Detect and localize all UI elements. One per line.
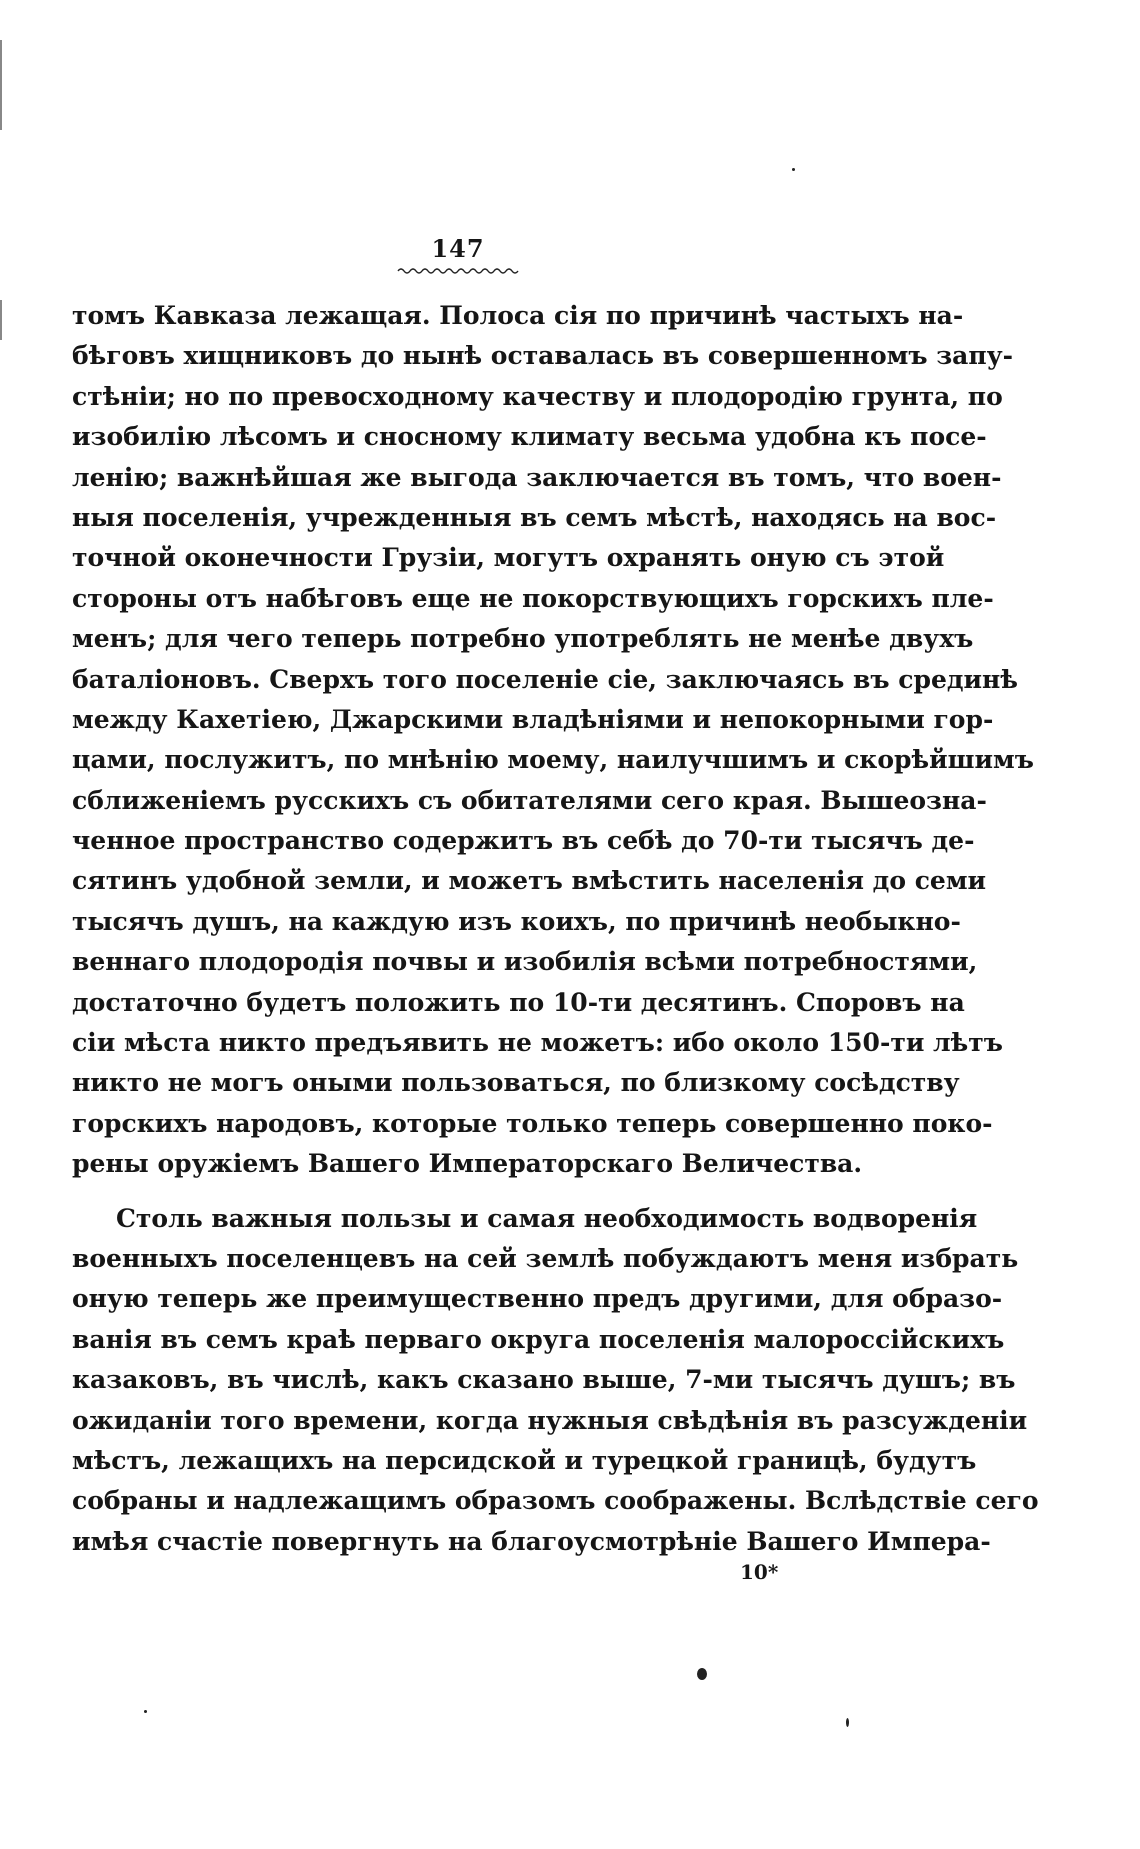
text-line: стѣніи; но по превосходному качеству и плодородію грунта, по bbox=[72, 381, 1003, 411]
text-line: мѣстъ, лежащихъ на персидской и турецкой границѣ, будутъ bbox=[72, 1445, 977, 1475]
text-line: сіи мѣста никто предъявить не можетъ: ибо около 150-ти лѣтъ bbox=[72, 1028, 1003, 1058]
text-line: ныя поселенія, учрежденныя въ семъ мѣстѣ, находясь на вос- bbox=[72, 502, 997, 532]
text-line: ченное пространство содержитъ въ себѣ до 70-ти тысячъ де- bbox=[72, 826, 975, 856]
ink-speck bbox=[144, 1710, 147, 1713]
text-line: имѣя счастіе повергнуть на благоусмотрѣніе Вашего Импера- bbox=[72, 1526, 991, 1556]
scan-edge-mark bbox=[0, 40, 2, 130]
text-line: сятинъ удобной земли, и можетъ вмѣстить населенія до семи bbox=[72, 866, 987, 896]
text-line: менъ; для чего теперь потребно употреблять не менѣе двухъ bbox=[72, 624, 974, 654]
text-line: ожиданіи того времени, когда нужныя свѣдѣнія въ разсужденіи bbox=[72, 1405, 1028, 1435]
paragraph bbox=[72, 1199, 1039, 1563]
scan-edge-mark bbox=[0, 300, 2, 340]
text-line: казаковъ, въ числѣ, какъ сказано выше, 7-ми тысячъ душъ; въ bbox=[72, 1365, 1016, 1395]
text-line: цами, послужитъ, по мнѣнію моему, наилучшимъ и скорѣйшимъ bbox=[72, 745, 1034, 775]
text-line: точной оконечности Грузіи, могутъ охранять оную съ этой bbox=[72, 543, 945, 573]
page-number-underline bbox=[398, 266, 518, 276]
text-line: военныхъ поселенцевъ на сей землѣ побуждаютъ меня избрать bbox=[72, 1243, 1019, 1273]
text-line: баталіоновъ. Сверхъ того поселеніе сіе, заключаясь въ срединѣ bbox=[72, 664, 1018, 694]
text-line: рены оружіемъ Вашего Императорскаго Величества. bbox=[72, 1149, 863, 1179]
text-line: собраны и надлежащимъ образомъ соображены. Вслѣдствіе сего bbox=[72, 1486, 1039, 1516]
text-line: веннаго плодородія почвы и изобилія всѣми потребностями, bbox=[72, 947, 978, 977]
text-line: бѣговъ хищниковъ до нынѣ оставалась въ совершенномъ запу- bbox=[72, 341, 1014, 371]
text-line: стороны отъ набѣговъ еще не покорствующихъ горскихъ пле- bbox=[72, 583, 994, 613]
text-line: тысячъ душъ, на каждую изъ коихъ, по причинѣ необыкно- bbox=[72, 906, 961, 936]
text-line: горскихъ народовъ, которые только теперь совершенно поко- bbox=[72, 1108, 993, 1138]
text-line: оную теперь же преимущественно предъ другими, для образо- bbox=[72, 1284, 1003, 1314]
text-line: Столь важныя пользы и самая необходимость водворенія bbox=[116, 1203, 978, 1233]
ink-speck bbox=[697, 1668, 707, 1680]
text-line: томъ Кавказа лежащая. Полоса сія по причинѣ частыхъ на- bbox=[72, 301, 964, 330]
text-line: сближеніемъ русскихъ съ обитателями сего края. Вышеозна- bbox=[72, 785, 987, 815]
ink-speck bbox=[792, 168, 795, 171]
paragraph bbox=[72, 296, 1034, 1185]
text-line: никто не могъ оными пользоваться, по близкому сосѣдству bbox=[72, 1068, 960, 1098]
text-line: между Кахетіею, Джарскими владѣніями и непокорными гор- bbox=[72, 704, 994, 734]
page-number: 147 bbox=[431, 234, 485, 263]
text-line: достаточно будетъ положить по 10-ти десятинъ. Споровъ на bbox=[72, 987, 965, 1017]
signature-mark: 10* bbox=[740, 1560, 779, 1584]
body-text bbox=[72, 296, 1039, 1562]
ink-speck bbox=[846, 1718, 849, 1727]
text-line: ванія въ семъ краѣ перваго округа поселенія малороссійскихъ bbox=[72, 1324, 1005, 1354]
text-line: изобилію лѣсомъ и сносному климату весьма удобна къ посе- bbox=[72, 422, 987, 452]
text-line: ленію; важнѣйшая же выгода заключается въ томъ, что воен- bbox=[72, 462, 1002, 492]
